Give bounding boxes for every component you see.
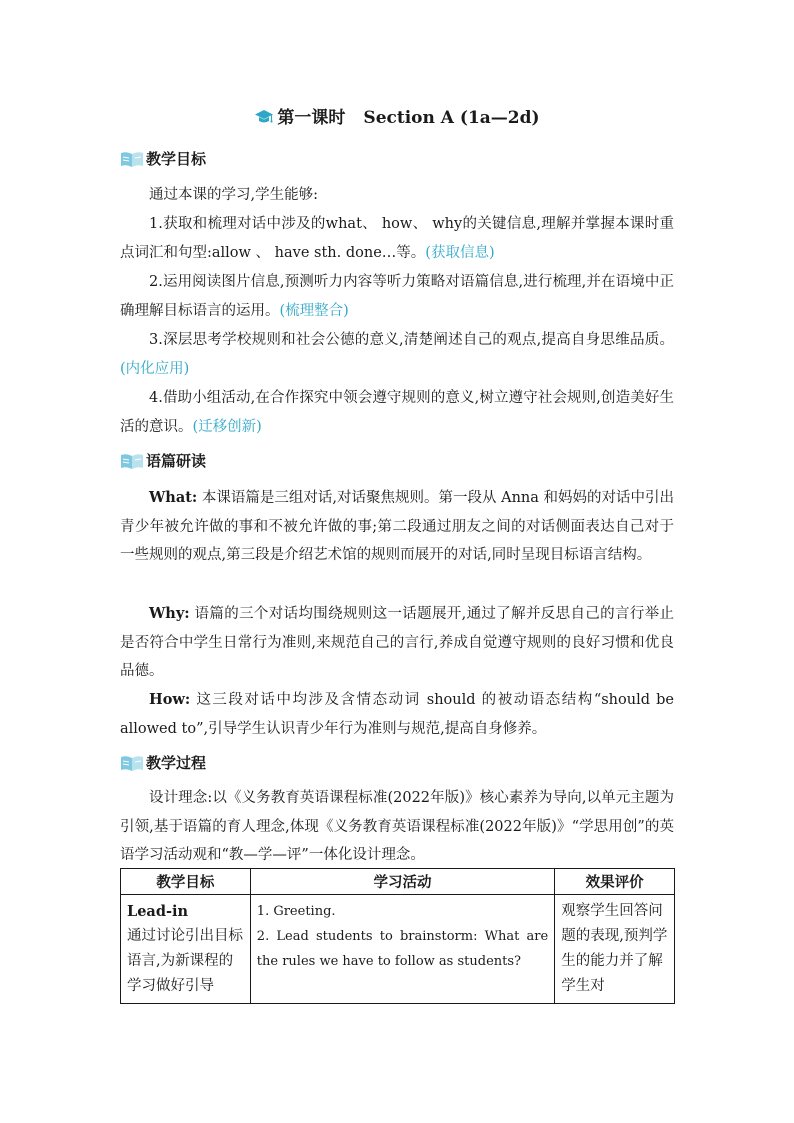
goal-cell [121, 895, 251, 1004]
graduation-cap-icon [254, 109, 274, 126]
objective-item: 1.获取和梳理对话中涉及的what、 how、 why的关键信息,理解并掌握本课时重点词汇和句型:allow 、 have sth. done…等。(获取信息) [120, 216, 674, 261]
open-book-icon [120, 150, 144, 168]
table-header-row [121, 869, 675, 895]
analysis-heading-text: 语篇研读 [146, 452, 207, 470]
open-book-icon [120, 452, 144, 470]
section-range: Section A (1a—2d) [363, 108, 540, 128]
objective-tag: (梳理整合) [279, 302, 349, 319]
open-book-icon [120, 754, 144, 772]
process-heading [120, 752, 206, 774]
objective-item: 4.借助小组活动,在合作探究中领会遵守规则的意义,树立遵守社会规则,创造美好生活的意识。(迁移创新) [120, 390, 674, 435]
activity-item: 1. Greeting. [256, 904, 336, 919]
objectives-intro: 通过本课的学习,学生能够: [149, 187, 318, 203]
objectives-heading [120, 148, 206, 170]
activity-cell [250, 895, 554, 1004]
activity-item: 2. Lead students to brainstorm: What are the rules we have to follow as students? [256, 929, 549, 969]
lesson-title [0, 106, 794, 130]
objective-tag: (迁移创新) [192, 418, 262, 435]
analysis-what: What: 本课语篇是三组对话,对话聚焦规则。第一段从 Anna 和妈妈的对话中引出青少年被允许做的事和不被允许做的事;第二段通过朋友之间的对话侧面表达自己对于一些规则的观点,第三段是介绍艺术馆的规则而展开的对话,同时呈现目标语言结构。 [120, 489, 675, 563]
goal-text: 通过讨论引出目标语言,为新课程的学习做好引导 [127, 928, 243, 994]
analysis-heading [120, 450, 206, 472]
table-row [121, 895, 675, 1004]
analysis-how: How: 这三段对话中均涉及含情态动词 should 的被动语态结构“should be allowed to”,引导学生认识青少年行为准则与规范,提高自身修养。 [120, 691, 674, 737]
header-goal: 教学目标 [121, 869, 251, 895]
process-heading-text: 教学过程 [146, 754, 207, 772]
analysis-why: Why: 语篇的三个对话均围绕规则这一话题展开,通过了解并反思自己的言行举止是否符合中学生日常行为准则,来规范自己的言行,养成自觉遵守规则的良好习惯和优良品德。 [120, 605, 674, 679]
header-evaluation: 效果评价 [555, 869, 675, 895]
design-concept: 设计理念:以《义务教育英语课程标准(2022年版)》核心素养为导向,以单元主题为引领,基于语篇的育人理念,体现《义务教育英语课程标准(2022年版)》“学思用创”的英语学习活动观和“教—学—评”一体化设计理念。 [120, 790, 674, 863]
objective-item: 2.运用阅读图片信息,预测听力内容等听力策略对语篇信息,进行梳理,并在语境中正确理解目标语言的运用。(梳理整合) [120, 274, 674, 319]
goal-title: Lead-in [127, 903, 189, 920]
teaching-plan-table [120, 868, 675, 1004]
objective-tag: (内化应用) [120, 360, 190, 377]
objective-item: 3.深层思考学校规则和社会公德的意义,清楚阐述自己的观点,提高自身思维品质。(内化应用) [120, 332, 674, 377]
objective-tag: (获取信息) [425, 244, 495, 261]
evaluation-cell: 观察学生回答问题的表现,预判学生的能力并了解学生对 [555, 895, 675, 1004]
lesson-number: 第一课时 [277, 108, 346, 128]
header-activity: 学习活动 [250, 869, 554, 895]
objectives-heading-text: 教学目标 [146, 150, 207, 168]
